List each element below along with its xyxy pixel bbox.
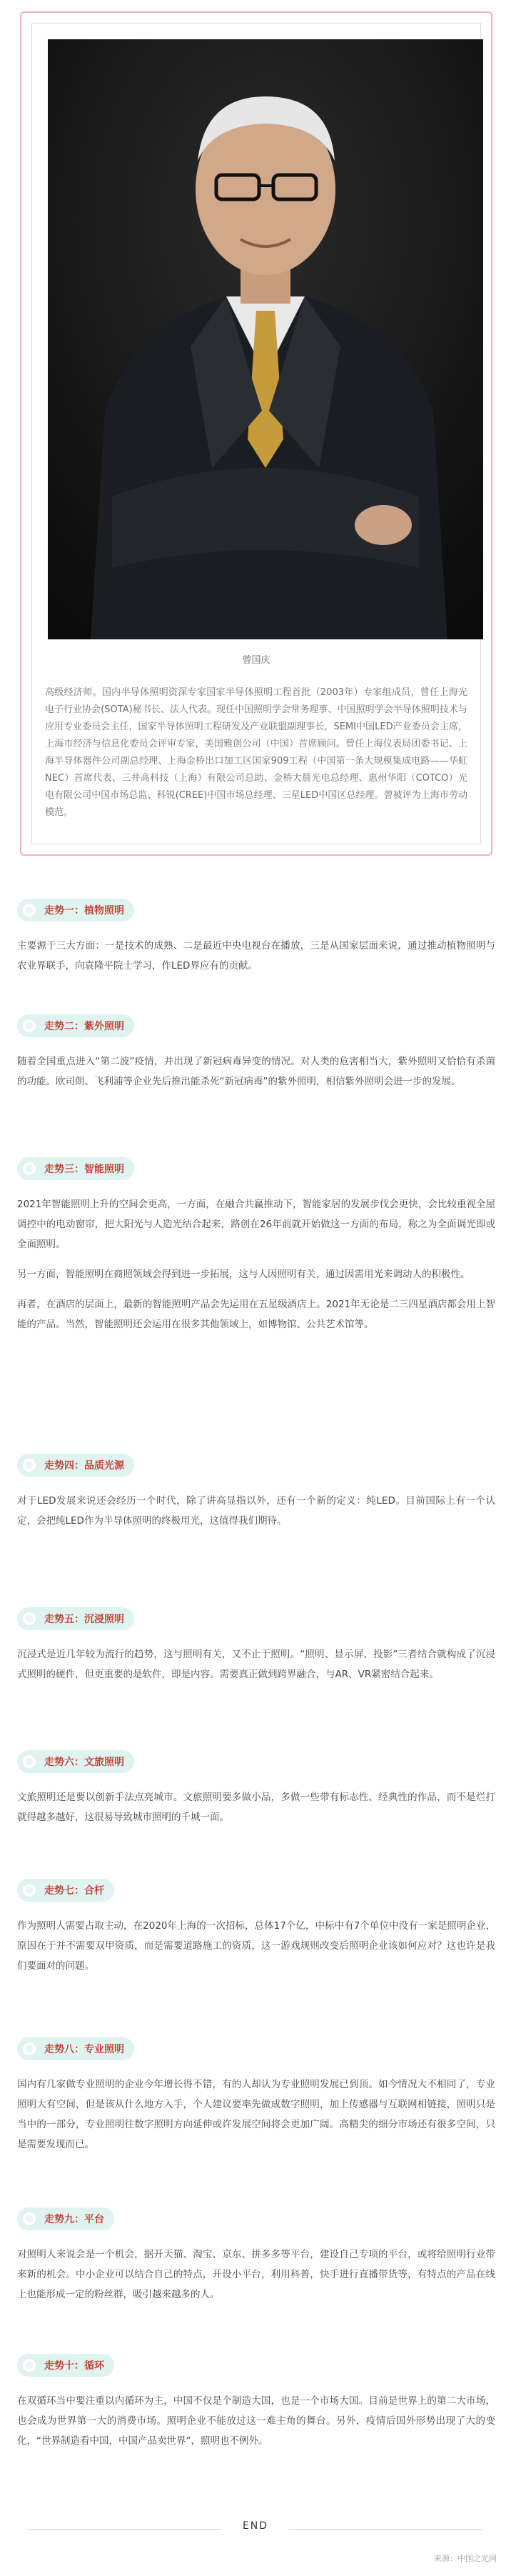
section-8 [17,2037,495,2155]
section-paragraph: 再者，在酒店的层面上，最新的智能照明产品会先运用在五星级酒店上。2021年无论是二三四星酒店都会用上智能的产品。当然，智能照明还会运用在很多其他领域上，如博物馆、公共艺术馆等。 [17,1299,495,1330]
section-title: 走势八：专业照明 [44,2044,124,2055]
section-tag [17,1157,134,1180]
section-tag [17,2207,114,2230]
portrait-illustration [48,39,483,639]
section-tag [17,1454,134,1477]
circle-icon [21,1018,37,1034]
section-paragraph: 作为照明人需要占取主动，在2020年上海的一次招标，总体17个亿，中标中有7个单位中没有一家是照明企业，原因在于并不需要双甲资质，而是需要道路施工的资质，这一游戏规则改变后照明企业该如何应对？这也许是我们要面对的问题。 [17,1920,495,1972]
section-title: 走势一：植物照明 [44,905,124,917]
section-title: 走势九：平台 [44,2214,104,2225]
end-marker: END [242,2520,269,2532]
section-title: 走势二：紫外照明 [44,1021,124,1032]
circle-icon [21,1611,37,1627]
section-paragraph: 另一方面，智能照明在商照领域会得到进一步拓展，这与人因照明有关，通过因需用光来调动人的积极性。 [17,1269,470,1280]
section-4 [17,1454,495,1531]
portrait-photo [48,39,483,639]
circle-icon [21,2041,37,2057]
section-1 [17,899,495,976]
section-10 [17,2354,495,2451]
profile-bio: 高级经济师。国内半导体照明资深专家国家半导体照明工程首批（2003年）专家组成员，曾任上海光电子行业协会(SOTA)秘书长、法人代表。现任中国照明学会常务理事、中国照明学会半导体照明技术与应用专业委员会主任，国家半导体照明工程研发及产业联盟副理事长，SEMI中国LED产业委员会主席，上海市经济与信息化委员会评审专家，美国雅创公司（中国）首席顾问。曾任上海仪表局团委书记、上海半导体器件公司副总经理、上海金桥出口加工区国家909工程（中国第一条大规模集成电路——华虹NEC）首席代表、三井高科技（上海）有限公司总助、金桥大晨光电总经理、惠州华阳（COTCO）光电有限公司中国市场总监、科锐(CREE)中国市场总经理、三星LED中国区总经理。曾被评为上海市劳动模范。 [45,687,467,818]
section-9 [17,2207,495,2305]
profile-card [20,11,492,856]
circle-icon [21,2357,37,2373]
section-tag [17,2037,134,2060]
section-tag [17,2354,114,2377]
section-3 [17,1157,495,1334]
section-paragraph: 对照明人来说会是一个机会，据开天猫、淘宝、京东、拼多多等平台，建设自己专项的平台，或将给照明行业带来新的机会。中小企业可以结合自己的特点，开设小平台，利用科普，快手进行直播带货等，有特点的产品在线上也能形成一定的粉丝群，吸引越来越多的人。 [17,2249,495,2300]
section-5 [17,1607,495,1684]
circle-icon [21,1161,37,1177]
section-tag [17,1750,134,1773]
section-title: 走势七：合杆 [44,1885,104,1897]
section-paragraph: 在双循环当中要注重以内循环为主，中国不仅是个制造大国，也是一个市场大国。目前是世界上的第二大市场，也会成为世界第一大的消费市场。照明企业不能放过这一难主角的舞台。另外，疫情后国外形势出现了大的变化，“世界制造看中国，中国产品卖世界”，照明也不例外。 [17,2395,495,2447]
section-title: 走势四：品质光源 [44,1460,124,1472]
section-tag [17,1014,134,1037]
circle-icon [21,2211,37,2227]
circle-icon [21,902,37,918]
section-paragraph: 国内有几家做专业照明的企业今年增长得不错，有的人却认为专业照明发展已到顶。如今情况大不相同了，专业照明大有空间，但是该从什么地方入手，个人建议要率先做成数字照明，加上传感器与互联网相链接，照明只是当中的一部分，专业照明往数字照明方向延伸或许发展空间将会更加广阔。高精尖的细分市场还有很多空间，只是需要发现而已。 [17,2079,495,2150]
section-paragraph: 主要源于三大方面：一是技术的成熟、二是最近中央电视台在播放，三是从国家层面来说，通过推动植物照明与农业界联手，向袁隆平院士学习，作LED界应有的贡献。 [17,940,495,972]
circle-icon [21,1457,37,1473]
section-paragraph: 2021年智能照明上升的空间会更高，一方面，在融合共赢推动下，智能家居的发展步伐会更快，会比较重视全屋调控中的电动窗帘，把大阳光与人造光结合起来，路创在26年前就开始做这一方面的布局，称之为全面调光即或全面照明。 [17,1199,495,1250]
photo-caption: 曾国庆 [242,655,270,666]
section-paragraph: 随着全国重点进入“第二波”疫情，并出现了新冠病毒异变的情况。对人类的危害相当大，紫外照明又恰恰有杀菌的功能。欧司朗、飞利浦等企业先后推出能杀死“新冠病毒”的紫外照明，相信紫外照明会进一步的发展。 [17,1056,495,1087]
circle-icon [21,1754,37,1769]
section-tag [17,1607,134,1630]
circle-icon [21,1882,37,1898]
section-2 [17,1014,495,1092]
section-7 [17,1879,495,1976]
section-paragraph: 对于LED发展来说还会经历一个时代，除了讲高显指以外，还有一个新的定义：纯LED。目前国际上有一个认定，会把纯LED作为半导体照明的终极用光，这值得我们期待。 [17,1495,495,1527]
section-tag [17,899,134,922]
section-tag [17,1879,114,1902]
section-paragraph: 沉浸式是近几年较为流行的趋势，这与照明有关，又不止于照明。“照明、显示屏、投影”三者结合就构成了沉浸式照明的硬件，但更重要的是软件，即是内容。需要真正做到跨界融合，与AR、VR紧密结合起来。 [17,1649,495,1680]
section-paragraph: 文旅照明还是要以创新手法点亮城市。文旅照明要多做小品，多做一些带有标志性、经典性的作品，而不是烂打就得越多越好，这很易导致城市照明的千城一面。 [17,1792,495,1823]
section-title: 走势十：循环 [44,2360,104,2372]
profile-card-inner [31,23,481,844]
section-title: 走势六：文旅照明 [44,1757,124,1768]
source-credit: 来源：中国之光网 [434,2554,497,2563]
section-6 [17,1750,495,1827]
end-divider-right [290,2529,482,2530]
section-title: 走势五：沉浸照明 [44,1614,124,1625]
section-title: 走势三：智能照明 [44,1164,124,1175]
